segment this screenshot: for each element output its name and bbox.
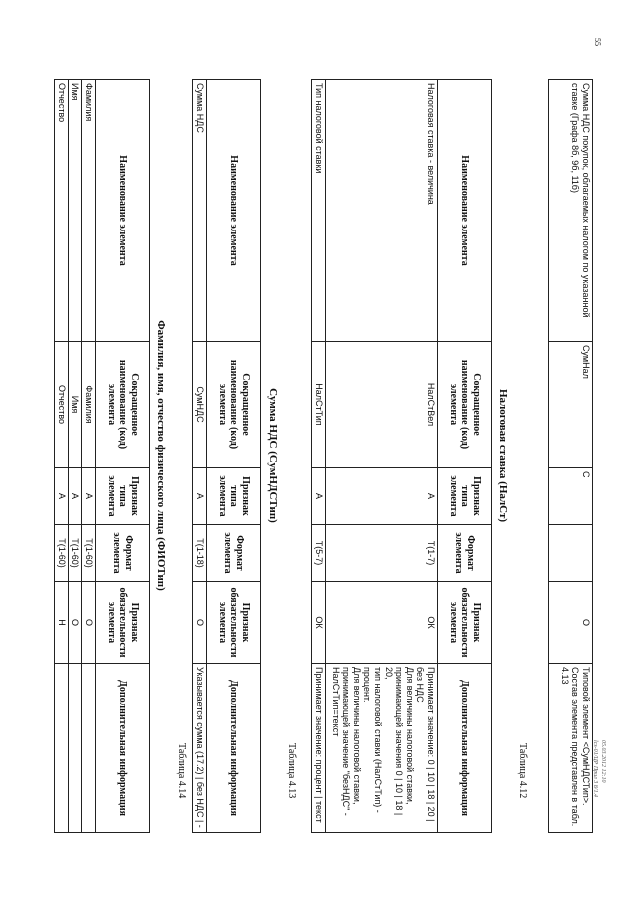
cell-info bbox=[68, 664, 82, 833]
cell-code: Имя bbox=[68, 342, 82, 468]
cell-type: А bbox=[68, 468, 82, 525]
header-type: Признак типа элемента bbox=[207, 468, 261, 525]
header-code: Сокращенное наименование (код) элемента bbox=[96, 342, 150, 468]
table-4-12 bbox=[311, 79, 492, 833]
info-line: без НДС bbox=[415, 667, 426, 703]
header-row bbox=[438, 80, 492, 833]
cell-info bbox=[55, 664, 69, 833]
table-row bbox=[312, 80, 326, 833]
cell-code: СумНал bbox=[549, 342, 593, 468]
table-row bbox=[55, 80, 69, 833]
header-format: Формат элемента bbox=[438, 525, 492, 582]
cell-code: НалСтВел bbox=[326, 342, 438, 468]
continuation-table bbox=[548, 79, 593, 833]
cell-info: Указывается сумма (17.2) | без НДС | - bbox=[193, 664, 207, 833]
header-name: Наименование элемента bbox=[438, 80, 492, 342]
info-line: принимающей значения 0 | 10 | 18 | 20, bbox=[383, 667, 405, 816]
cell-type: А bbox=[312, 468, 326, 525]
header-type: Признак типа элемента bbox=[438, 468, 492, 525]
cell-name: Имя bbox=[68, 80, 82, 342]
cell-required: О bbox=[68, 582, 82, 664]
cell-format: T(1-60) bbox=[55, 525, 69, 582]
cell-code: Отчество bbox=[55, 342, 69, 468]
cell-required: ОК bbox=[312, 582, 326, 664]
cell-type: С bbox=[549, 468, 593, 525]
cell-format: T(1-60) bbox=[82, 525, 96, 582]
cell-name: Налоговая ставка - величина bbox=[326, 80, 438, 342]
table-4-14 bbox=[54, 79, 150, 833]
info-line: НалСтТип=текст bbox=[330, 667, 341, 737]
header-name: Наименование элемента bbox=[96, 80, 150, 342]
table-label-4-12: Таблица 4.12 bbox=[517, 743, 528, 799]
header-info: Дополнительная информация bbox=[96, 664, 150, 833]
header-required: Признак обязательности элемента bbox=[96, 582, 150, 664]
cell-code: Фамилия bbox=[82, 342, 96, 468]
cell-code: СумНДС bbox=[193, 342, 207, 468]
info-line: процент. bbox=[362, 667, 373, 703]
table-row bbox=[68, 80, 82, 833]
cell-required: Н bbox=[55, 582, 69, 664]
header-required: Признак обязательности элемента bbox=[207, 582, 261, 664]
table-title-4-13: Сумма НДС (СумНДСТип) bbox=[267, 388, 279, 523]
cell-format: T(1-60) bbox=[68, 525, 82, 582]
cell-name: Сумма НДС покупок, облагаемых налогом по указанной ставке (Графа 8б, 9б, 11б) bbox=[549, 80, 593, 342]
table-row bbox=[82, 80, 96, 833]
stamp-line-2: lcs-01/ЦР Прил 3 8/1.4 bbox=[592, 740, 599, 797]
stamp-line-1: 05.03.2012 12:10 bbox=[600, 740, 606, 783]
cell-info: Типовой элемент <СумНДСТип>. Состав элемента представлен в табл. 4.13 bbox=[549, 664, 593, 833]
cell-type: А bbox=[55, 468, 69, 525]
header-type: Признак типа элемента bbox=[96, 468, 150, 525]
cell-required: О bbox=[82, 582, 96, 664]
cell-name: Сумма НДС bbox=[193, 80, 207, 342]
header-info: Дополнительная информация bbox=[438, 664, 492, 833]
header-row bbox=[207, 80, 261, 833]
table-4-13 bbox=[192, 79, 261, 833]
header-format: Формат элемента bbox=[207, 525, 261, 582]
info-line: Для величины налоговой ставки, bbox=[351, 667, 362, 805]
cell-format: T(5-7) bbox=[312, 525, 326, 582]
cell-format: T(1-7) bbox=[326, 525, 438, 582]
table-row bbox=[549, 80, 593, 833]
table-label-4-13: Таблица 4.13 bbox=[286, 743, 297, 799]
cell-required: ОК bbox=[326, 582, 438, 664]
table-label-4-14: Таблица 4.14 bbox=[176, 743, 187, 799]
header-name: Наименование элемента bbox=[207, 80, 261, 342]
info-line: Для величины налоговой ставки, bbox=[404, 667, 415, 805]
cell-info: Принимает значение: процент | текст bbox=[312, 664, 326, 833]
table-row bbox=[326, 80, 438, 833]
cell-name: Отчество bbox=[55, 80, 69, 342]
header-code: Сокращенное наименование (код) элемента bbox=[438, 342, 492, 468]
header-format: Формат элемента bbox=[96, 525, 150, 582]
cell-name: Фамилия bbox=[82, 80, 96, 342]
cell-format: T(1-18) bbox=[193, 525, 207, 582]
header-info: Дополнительная информация bbox=[207, 664, 261, 833]
cell-format bbox=[549, 525, 593, 582]
cell-name: Тип налоговой ставки bbox=[312, 80, 326, 342]
info-line: тип налоговой ставки (НалСтТип) - bbox=[372, 667, 383, 813]
cell-code: НалСтТип bbox=[312, 342, 326, 468]
cell-type: А bbox=[193, 468, 207, 525]
cell-type: А bbox=[326, 468, 438, 525]
header-row bbox=[96, 80, 150, 833]
cell-info bbox=[326, 664, 438, 833]
cell-info bbox=[82, 664, 96, 833]
cell-required: О bbox=[193, 582, 207, 664]
table-row bbox=[193, 80, 207, 833]
header-code: Сокращенное наименование (код) элемента bbox=[207, 342, 261, 468]
cell-type: А bbox=[82, 468, 96, 525]
info-line: принимающей значение "безНДС" - bbox=[341, 667, 352, 816]
info-line: Принимает значение: 0 | 10 | 18 | 20 | bbox=[426, 667, 436, 822]
cell-required: О bbox=[549, 582, 593, 664]
header-required: Признак обязательности элемента bbox=[438, 582, 492, 664]
page-number: 55 bbox=[593, 38, 602, 46]
table-title-4-12: Налоговая ставка (НалСт) bbox=[497, 388, 509, 523]
table-title-4-14: Фамилия, имя, отчество физического лица (ФИОТип) bbox=[155, 320, 167, 591]
